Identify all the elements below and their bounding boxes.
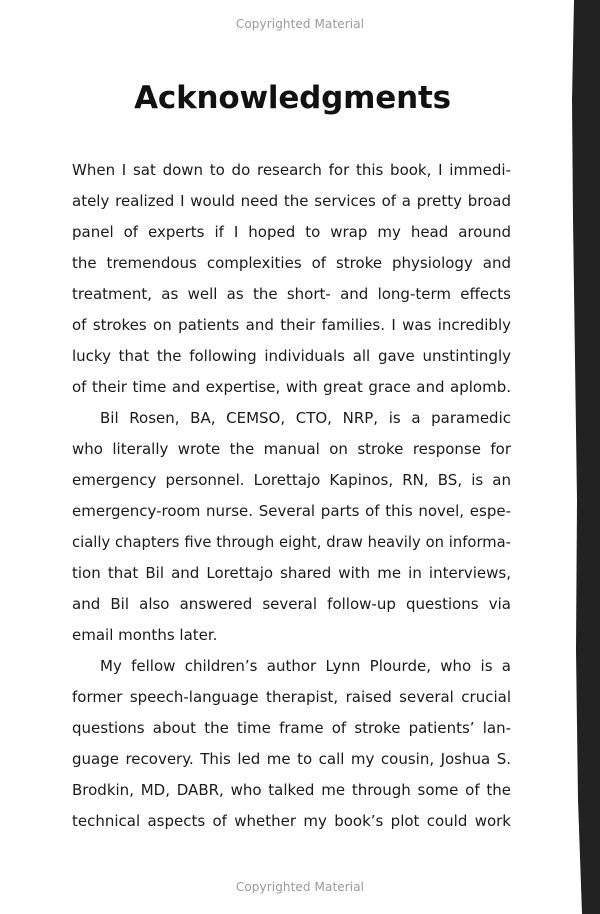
text-line: ately realized I would need the services of a pretty broad — [72, 192, 511, 210]
text-line: technical aspects of whether my book’s plot could work — [72, 812, 511, 830]
text-line: My fellow children’s author Lynn Plourde, who is a — [100, 657, 511, 675]
text-line: who literally wrote the manual on stroke response for — [72, 440, 511, 458]
text-line: of strokes on patients and their families. I was incredibly — [72, 316, 511, 334]
text-line: Bil Rosen, BA, CEMSO, CTO, NRP, is a paramedic — [100, 409, 511, 427]
text-line: treatment, as well as the short- and long-term effects — [72, 285, 511, 303]
text-line: and Bil also answered several follow-up questions via — [72, 595, 511, 613]
text-line: the tremendous complexities of stroke physiology and — [72, 254, 511, 272]
text-line: former speech-language therapist, raised several crucial — [72, 688, 511, 706]
chapter-title: Acknowledgments — [134, 80, 451, 116]
text-line: Brodkin, MD, DABR, who talked me through some of the — [72, 781, 511, 799]
text-line: lucky that the following individuals all gave unstintingly — [72, 347, 511, 365]
dark-page-edge — [560, 0, 600, 914]
text-line: emergency personnel. Lorettajo Kapinos, RN, BS, is an — [72, 471, 511, 489]
text-line: panel of experts if I hoped to wrap my head around — [72, 223, 511, 241]
text-line: email months later. — [72, 626, 218, 644]
body-text — [72, 155, 511, 837]
text-line: of their time and expertise, with great grace and aplomb. — [72, 378, 511, 396]
text-line: emergency-room nurse. Several parts of this novel, espe- — [72, 502, 511, 520]
text-line: guage recovery. This led me to call my cousin, Joshua S. — [72, 750, 511, 768]
watermark-bottom: Copyrighted Material — [235, 880, 365, 894]
text-line: tion that Bil and Lorettajo shared with me in interviews, — [72, 564, 511, 582]
text-line: questions about the time frame of stroke patients’ lan- — [72, 719, 511, 737]
text-line: When I sat down to do research for this book, I immedi- — [72, 161, 511, 179]
watermark-top: Copyrighted Material — [235, 17, 365, 31]
text-line: cially chapters five through eight, draw heavily on informa- — [72, 534, 511, 551]
